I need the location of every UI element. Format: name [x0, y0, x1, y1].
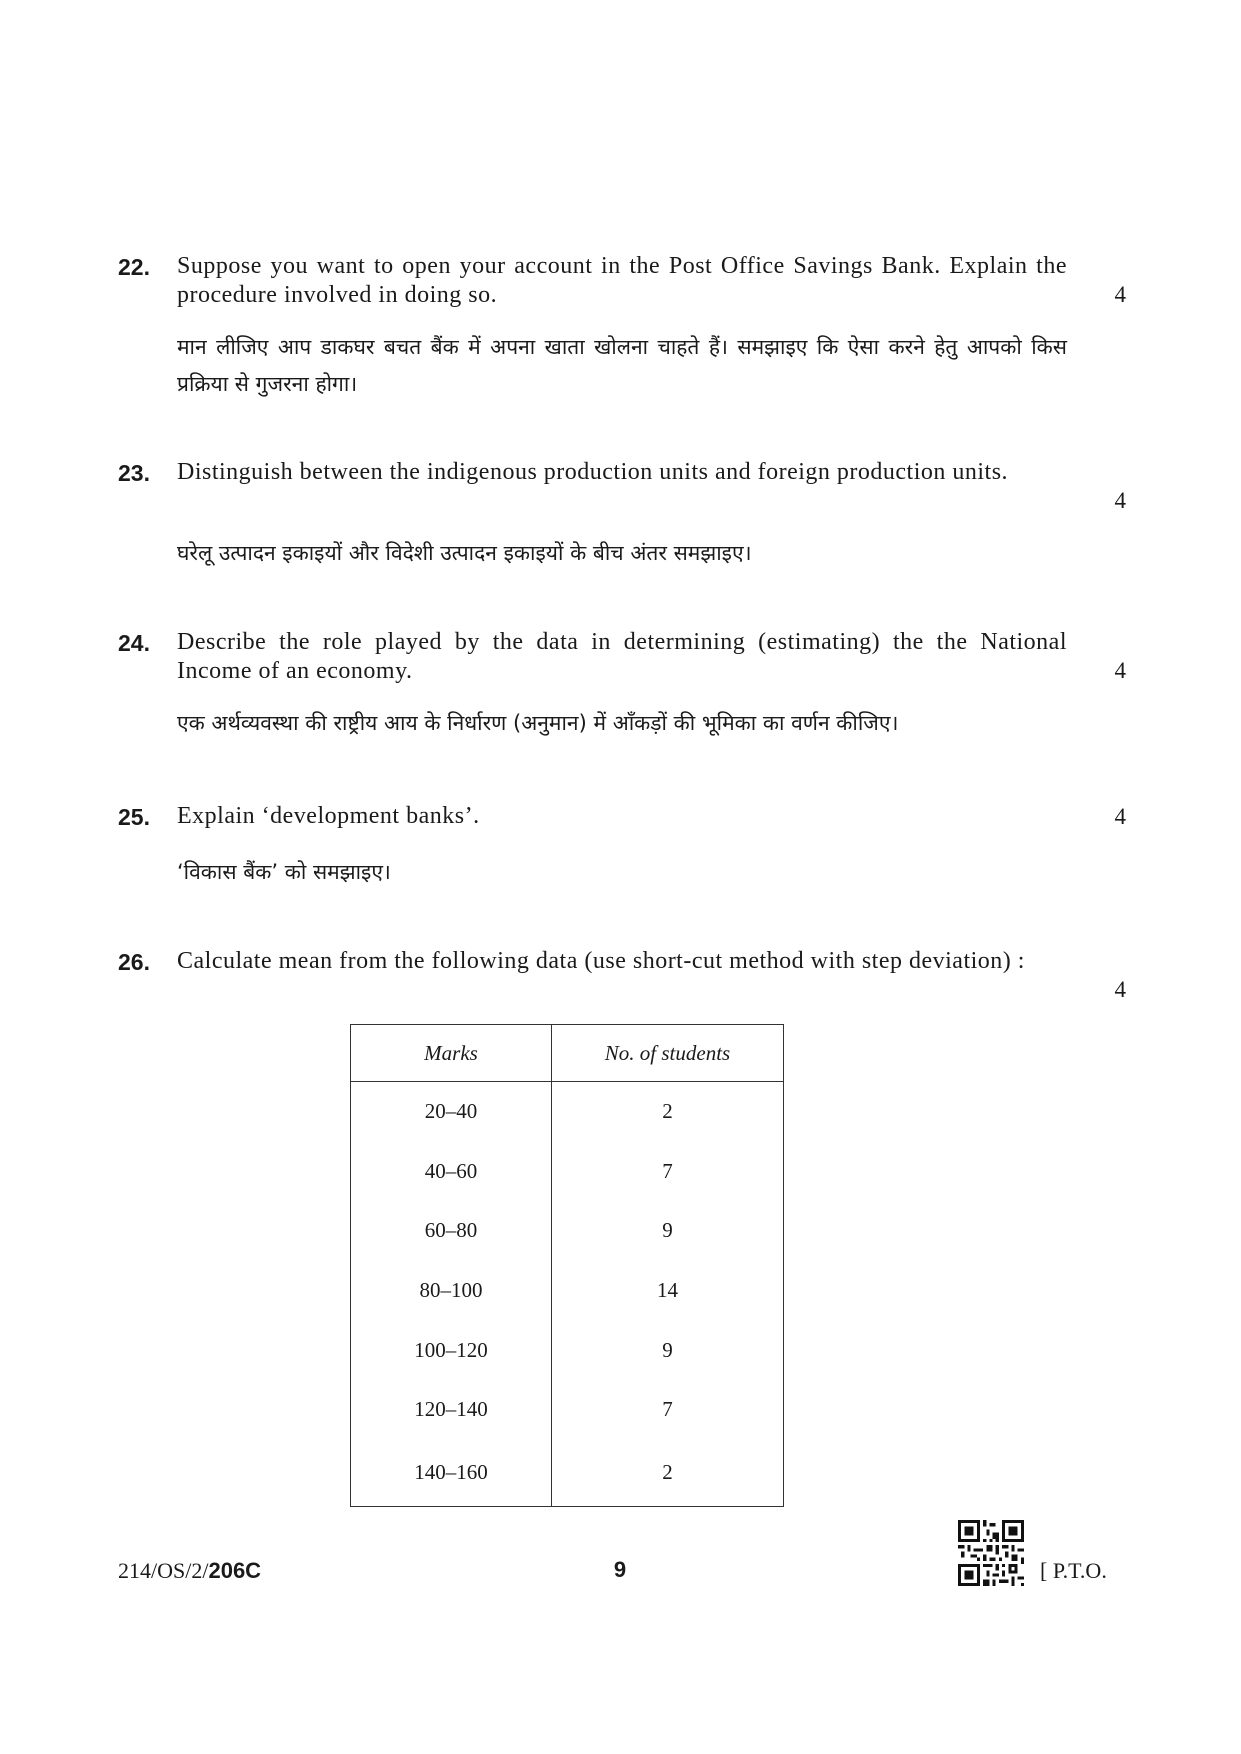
question-number: 26.	[118, 949, 150, 975]
table-cell-students: 2	[552, 1440, 784, 1507]
page-number: 9	[613, 1557, 627, 1582]
column-header-students: No. of students	[552, 1025, 784, 1082]
column-header-marks: Marks	[351, 1025, 552, 1082]
question-number: 22.	[118, 254, 150, 280]
question-text-hindi: ‘विकास बैंक’ को समझाइए।	[177, 860, 391, 884]
table-cell-marks: 100–120	[351, 1320, 552, 1380]
table-cell-marks: 40–60	[351, 1142, 552, 1202]
table-row	[351, 1320, 784, 1380]
question-marks: 4	[1114, 977, 1126, 1002]
table-cell-marks: 20–40	[351, 1082, 552, 1142]
question-number: 24.	[118, 630, 150, 656]
question-text-english: Distinguish between the indigenous production units and foreign production units.	[177, 459, 1009, 485]
question-text-english: Explain ‘development banks’.	[177, 803, 480, 829]
question-text-english: Describe the role played by the data in determining (estimating) the the National Income of an economy.	[177, 629, 1067, 684]
table-cell-students: 14	[552, 1261, 784, 1321]
question-marks: 4	[1114, 488, 1126, 513]
table-row	[351, 1142, 784, 1202]
table-cell-marks: 120–140	[351, 1380, 552, 1440]
table-row	[351, 1440, 784, 1507]
question-marks: 4	[1114, 658, 1126, 683]
question-text-hindi: घरेलू उत्पादन इकाइयों और विदेशी उत्पादन इकाइयों के बीच अंतर समझाइए।	[177, 541, 752, 565]
table-header-row	[351, 1025, 784, 1082]
table-row	[351, 1261, 784, 1321]
paper-code	[118, 1558, 261, 1584]
question-text-hindi: मान लीजिए आप डाकघर बचत बैंक में अपना खाता खोलना चाहते हैं। समझाइए कि ऐसा करने हेतु आपको किस प्रक्रिया से गुजरना होगा।	[177, 335, 1067, 396]
qr-code-icon	[958, 1520, 1024, 1586]
table-cell-students: 7	[552, 1380, 784, 1440]
table-cell-marks: 60–80	[351, 1201, 552, 1261]
question-text-hindi: एक अर्थव्यवस्था की राष्ट्रीय आय के निर्धारण (अनुमान) में आँकड़ों की भूमिका का वर्णन कीजिए।	[177, 711, 899, 735]
page-turn-over: [ P.T.O.	[1040, 1558, 1107, 1583]
table-cell-students: 7	[552, 1142, 784, 1202]
table-row	[351, 1201, 784, 1261]
table-cell-marks: 80–100	[351, 1261, 552, 1321]
table-row	[351, 1082, 784, 1142]
marks-distribution-table	[350, 1024, 784, 1507]
table-cell-marks: 140–160	[351, 1440, 552, 1507]
question-number: 25.	[118, 804, 150, 830]
table-row	[351, 1380, 784, 1440]
question-text-english: Suppose you want to open your account in the Post Office Savings Bank. Explain the procedure involved in doing so.	[177, 253, 1067, 308]
question-marks: 4	[1114, 804, 1126, 829]
table-cell-students: 2	[552, 1082, 784, 1142]
question-number: 23.	[118, 460, 150, 486]
question-marks: 4	[1114, 282, 1126, 307]
paper-code-suffix: 206C	[208, 1558, 262, 1583]
table-cell-students: 9	[552, 1201, 784, 1261]
paper-code-prefix: 214/OS/2/	[118, 1558, 209, 1583]
table-cell-students: 9	[552, 1320, 784, 1380]
question-text-english: Calculate mean from the following data (use short-cut method with step deviation) :	[177, 948, 1025, 974]
